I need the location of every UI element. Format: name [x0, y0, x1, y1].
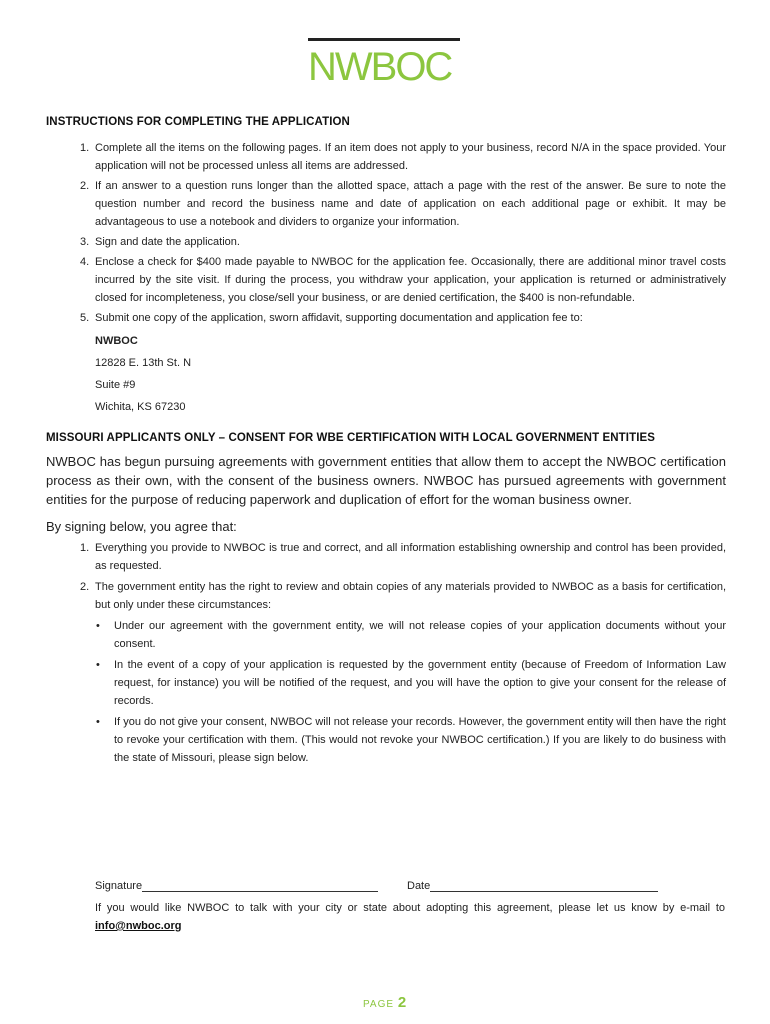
logo — [308, 38, 460, 87]
signature-label: Signature — [95, 880, 143, 892]
address-line: Wichita, KS 67230 — [95, 401, 186, 413]
list-item: • If you do not give your consent, NWBOC will not release your records. However, the government entity will then have the right to revoke your certification with them. (This would not revoke your NWBOC certification.) If you are likely to do business with the state of Missouri, please sign below. — [96, 716, 726, 764]
list-item: 5. Submit one copy of the application, sworn affidavit, supporting documentation and application fee to: — [80, 312, 583, 324]
logo-text: NWBOC — [308, 45, 452, 89]
page-number-value: 2 — [397, 994, 408, 1011]
mailing-address — [46, 330, 726, 418]
address-line: Suite #9 — [95, 379, 136, 391]
list-item: 1. Everything you provide to NWBOC is true and correct, and all information establishing ownership and control has been provided, as requested. — [80, 542, 726, 572]
document-body — [46, 116, 726, 767]
list-item: 1. Complete all the items on the following pages. If an item does not apply to your business, record N/A in the space provided. Your application will not be processed unless all items are addressed. — [80, 142, 726, 172]
signature-line[interactable] — [142, 877, 378, 892]
page-label: PAGE — [363, 999, 395, 1010]
agree-lead: By signing below, you agree that: — [46, 519, 237, 534]
agreement-list — [46, 539, 726, 614]
logo-bar — [308, 38, 460, 41]
instructions-list — [46, 139, 726, 327]
signature-field[interactable] — [95, 877, 378, 892]
address-line: 12828 E. 13th St. N — [95, 357, 192, 369]
list-item: 2. If an answer to a question runs longer than the allotted space, attach a page with the rest of the answer. Be sure to note the question number and record the business name and date of application on each additional page or exhibit. It may be advantageous to use a notebook and dividers to organize your information. — [80, 180, 726, 228]
circumstances-list — [46, 617, 726, 767]
date-field[interactable] — [407, 877, 658, 892]
page-number — [363, 994, 407, 1011]
contact-text: If you would like NWBOC to talk with your city or state about adopting this agreement, please let us know by e-mail to — [95, 902, 725, 914]
missouri-intro: NWBOC has begun pursuing agreements with government entities that allow them to accept the NWBOC certification process as their own, with the consent of the business owners. NWBOC has pursued agreements with government entities for the purpose of reducing paperwork and duplication of effort for the woman business owner. — [46, 454, 726, 507]
list-item: 4. Enclose a check for $400 made payable to NWBOC for the application fee. Occasionally, there are additional minor travel costs incurred by the site visit. If during the process, you withdraw your application, your application is returned or administratively closed for incompleteness, you close/sell your business, or are denied certification, the $400 is non-refundable. — [80, 256, 726, 304]
contact-note — [95, 899, 725, 935]
list-item: • Under our agreement with the government entity, we will not release copies of your application documents without your consent. — [96, 620, 726, 650]
date-line[interactable] — [430, 877, 658, 892]
date-label: Date — [407, 880, 431, 892]
signature-row — [95, 877, 665, 895]
list-item: 3. Sign and date the application. — [80, 236, 240, 248]
list-item: • In the event of a copy of your application is requested by the government entity (because of Freedom of Information Law request, for instance) you will be notified of the request, and you will have the option to give your consent for the release of records. — [96, 659, 726, 707]
email-link[interactable]: info@nwboc.org — [95, 920, 182, 932]
missouri-heading: MISSOURI APPLICANTS ONLY – CONSENT FOR WBE CERTIFICATION WITH LOCAL GOVERNMENT ENTITIES — [46, 432, 656, 444]
list-item: 2. The government entity has the right to review and obtain copies of any materials provided to NWBOC as a basis for certification, but only under these circumstances: — [80, 581, 726, 611]
address-name: NWBOC — [95, 335, 138, 347]
instructions-heading: INSTRUCTIONS FOR COMPLETING THE APPLICATION — [46, 116, 350, 128]
